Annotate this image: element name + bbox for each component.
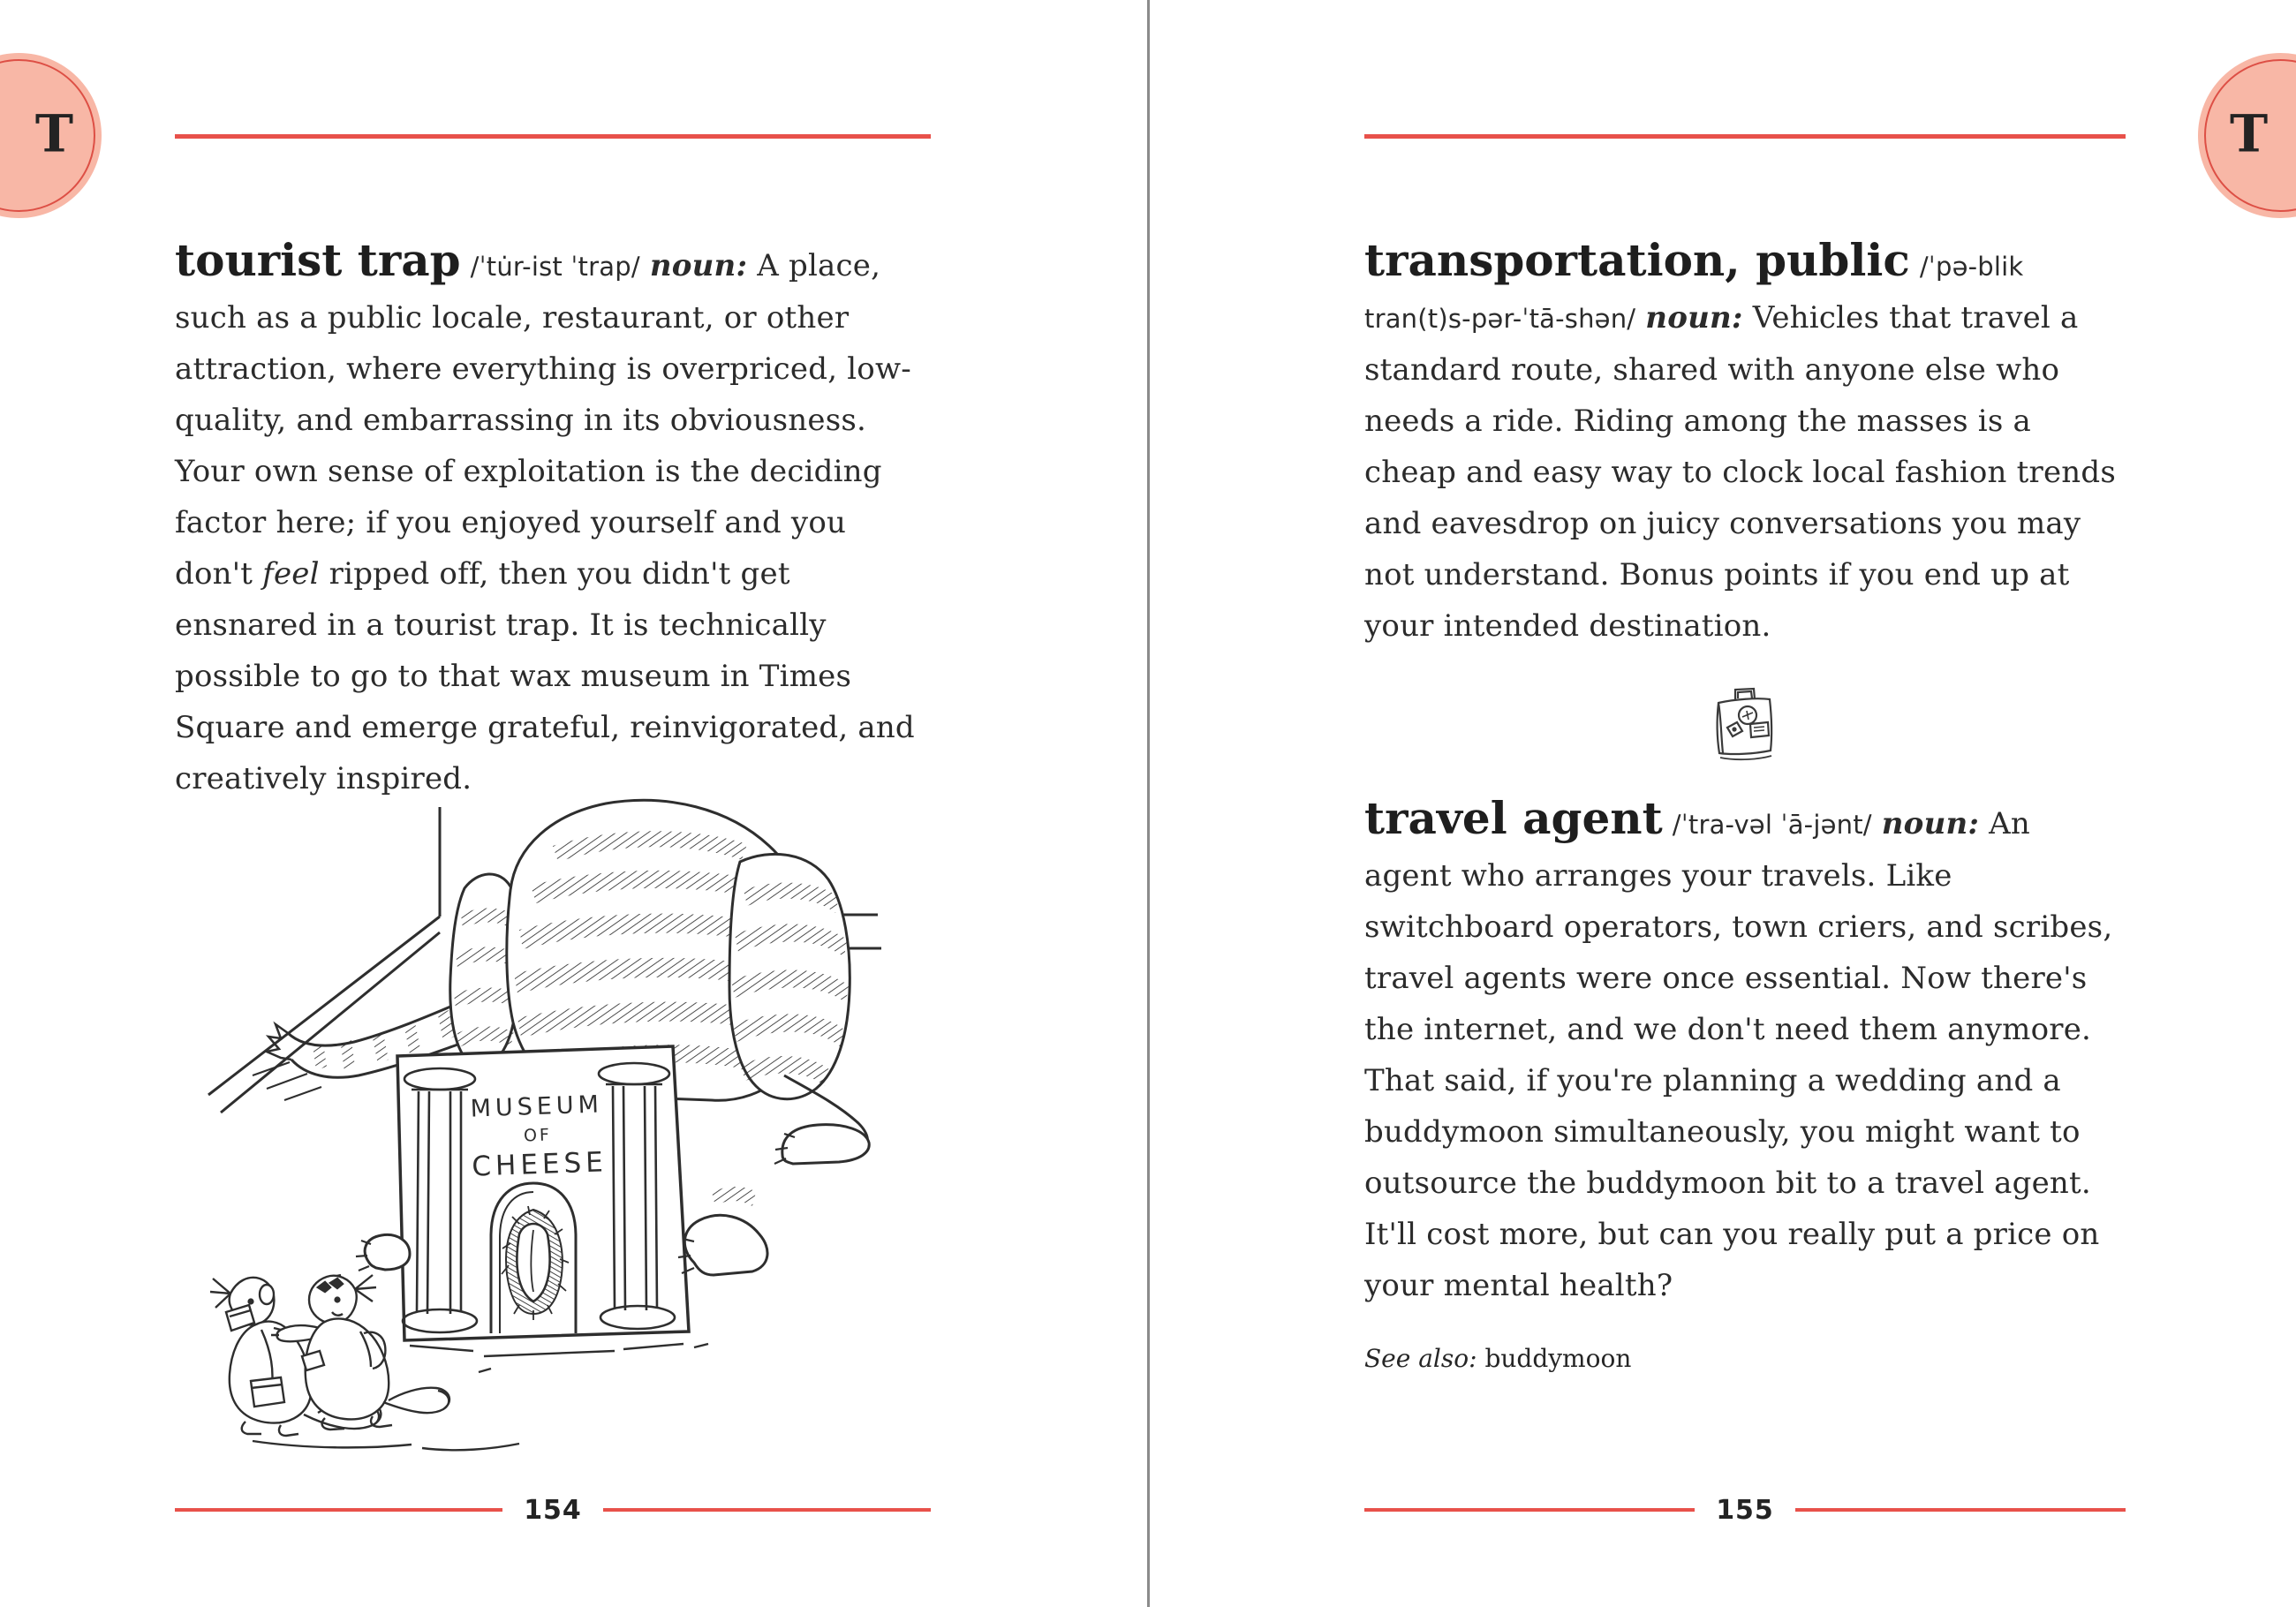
right-page-entries	[1364, 205, 2126, 1401]
footer-rule	[1364, 1508, 1695, 1512]
cat-haunch	[729, 854, 850, 1098]
entry-headword: tourist trap	[175, 234, 461, 286]
top-rule	[175, 134, 931, 139]
entry-pos-label: noun:	[1881, 806, 1980, 841]
page-gutter-divider	[1147, 0, 1150, 1607]
entry-headword: travel agent	[1364, 792, 1663, 844]
entry-definition: An agent who arranges your travels. Like switchboard operators, town criers, and scribes, travel agents were once essential. Now there's the internet, and we don't need them anymore. That said, if you're planning a wedding and a buddymoon simultaneously, you might want to outsource the buddymoon bit to a travel agent. It'll cost more, but can you really put a price on your mental health?	[1364, 806, 2113, 1303]
left-page-entries	[175, 205, 931, 834]
entry-divider	[1364, 682, 2126, 763]
footer-rule	[1795, 1508, 2126, 1512]
alphabet-tab-letter: T	[34, 102, 73, 163]
museum-sign-line1: MUSEUM	[470, 1090, 604, 1123]
see-also-term: buddymoon	[1484, 1344, 1632, 1373]
alphabet-tab-letter: T	[2230, 102, 2269, 163]
entry-pronunciation: /ˈtu̇r-ist ˈtrap/	[470, 252, 640, 282]
see-also-label: See also:	[1364, 1344, 1477, 1373]
entry-tourist-trap	[175, 235, 931, 804]
left-page	[175, 0, 931, 1607]
cat-museum-illustration	[200, 784, 906, 1455]
entry-pos-label: noun:	[1645, 300, 1743, 336]
right-page	[1364, 0, 2126, 1607]
entry-definition: Vehicles that travel a standard route, shared with anyone else who needs a ride. Riding among the masses is a cheap and easy way to clock local fashion trends and eavesdrop on juicy conversations you may not understand. Bonus points if you end up at your intended destination.	[1364, 300, 2117, 644]
footer-rule	[175, 1508, 502, 1512]
left-page-footer	[175, 1490, 931, 1529]
entry-definition-emphasis: feel	[262, 556, 320, 592]
entry-pos-label: noun:	[649, 248, 748, 283]
entry-transportation-public	[1364, 235, 2126, 652]
mouse-eye	[249, 1300, 253, 1304]
museum-sign-line2: OF	[523, 1125, 553, 1146]
entry-pronunciation: /ˈpə-blik tran(t)s-pər-ˈtā-shən/	[1364, 252, 2024, 334]
see-also-line	[1364, 1341, 2126, 1377]
entry-definition: A place, such as a public locale, restaurant, or other attraction, where everything is overpriced, low-quality, and embarrassing in its obviousness. Your own sense of exploitation is the deciding factor here; if you enjoyed yourself and you don't	[175, 248, 911, 592]
entry-pronunciation: /ˈtra-vəl ˈā-jənt/	[1672, 810, 1872, 840]
entry-travel-agent	[1364, 793, 2126, 1311]
top-rule	[1364, 134, 2126, 139]
ground-lines-mice	[253, 1441, 519, 1450]
right-page-footer	[1364, 1490, 2126, 1529]
page-number: 155	[1716, 1494, 1774, 1526]
museum-facade	[397, 1046, 689, 1340]
mouse-ear	[260, 1285, 274, 1304]
ledge-shading	[253, 1062, 321, 1100]
alphabet-tab-right	[2198, 53, 2296, 218]
page-number: 154	[524, 1494, 582, 1526]
entry-definition: ripped off, then you didn't get ensnared in a tourist trap. It is technically possible to go to that wax museum in Times Square and emerge grateful, reinvigorated, and creatively inspired.	[175, 556, 915, 796]
mouse-whiskers	[355, 1275, 376, 1301]
suitcase-icon	[1708, 682, 1782, 763]
shoulder-bag	[251, 1377, 284, 1407]
mouse-eye	[336, 1298, 340, 1302]
mouse-whiskers	[210, 1279, 230, 1308]
alphabet-tab-left	[0, 53, 102, 218]
museum-sign-line3: CHEESE	[471, 1146, 608, 1183]
entry-headword: transportation, public	[1364, 234, 1910, 286]
mouse-tail	[383, 1388, 449, 1413]
footer-rule	[603, 1508, 931, 1512]
